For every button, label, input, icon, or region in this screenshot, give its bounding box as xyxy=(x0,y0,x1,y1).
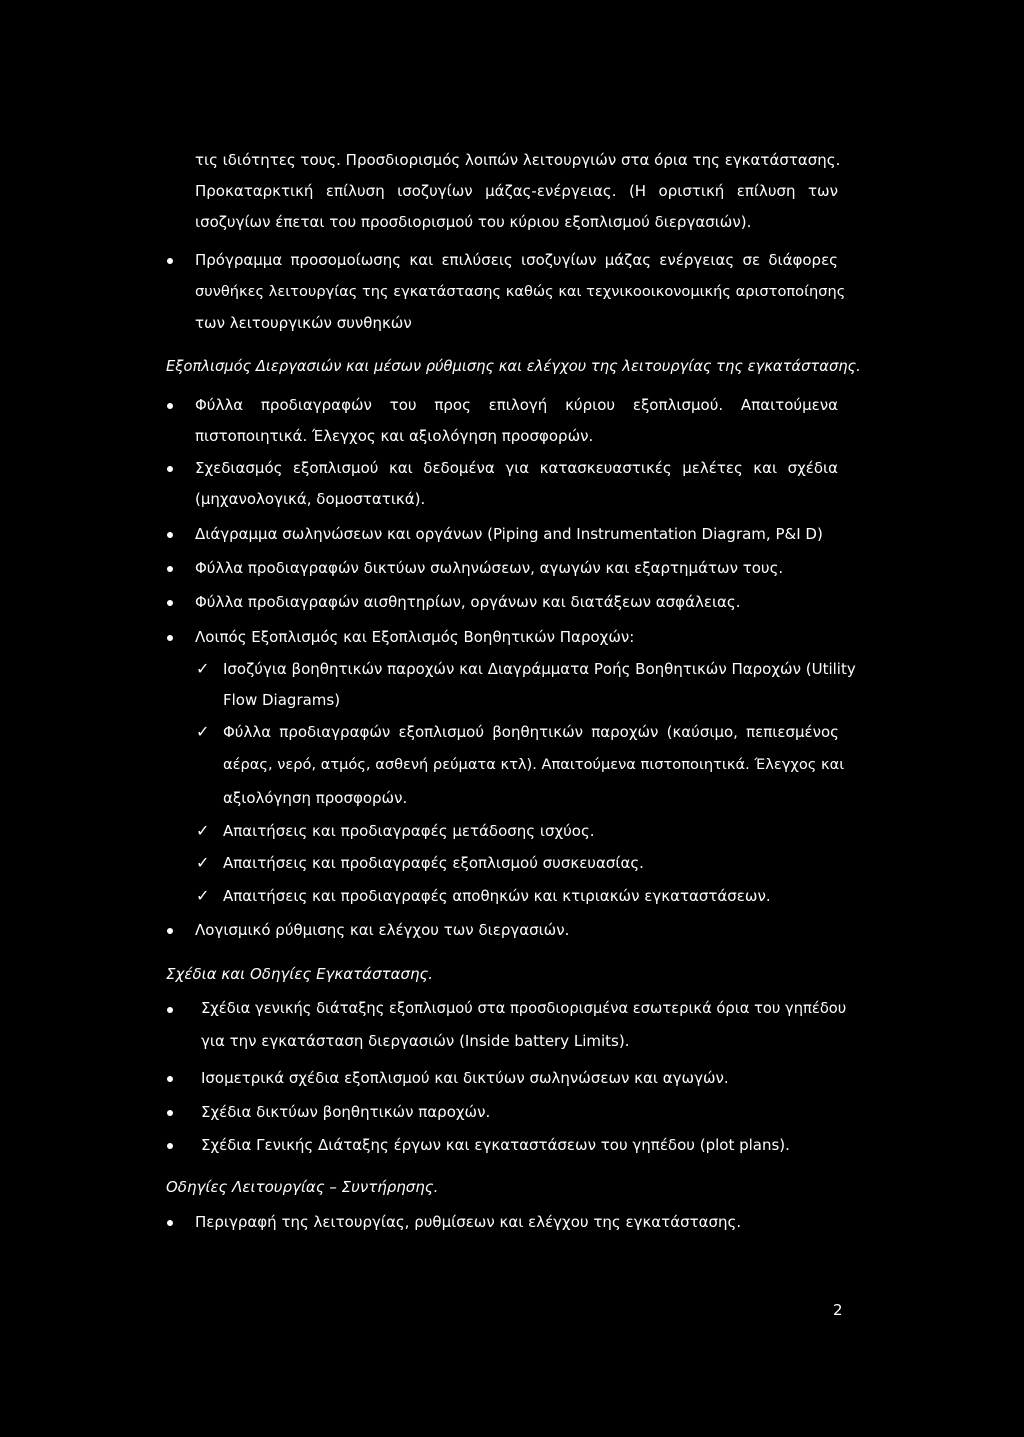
bullet-dot xyxy=(167,635,173,641)
text-line: ισοζυγίων έπεται του προσδιορισμού του κύριου εξοπλισμού διεργασιών). xyxy=(195,213,752,231)
sub-list-item: Απαιτήσεις και προδιαγραφές μετάδοσης ισχύος. xyxy=(223,822,595,840)
check-mark-icon: ✓ xyxy=(196,821,210,840)
bullet-dot xyxy=(167,1007,173,1013)
bullet-dot xyxy=(167,928,173,934)
list-item: Φύλλα προδιαγραφών δικτύων σωληνώσεων, αγωγών και εξαρτημάτων τους. xyxy=(195,559,784,577)
sub-list-item: Φύλλα προδιαγραφών εξοπλισμού βοηθητικών παροχών (καύσιμο, πεπιεσμένος xyxy=(223,723,839,741)
text-line: τις ιδιότητες τους. Προσδιορισμός λοιπών λειτουργιών στα όρια της εγκατάστασης. xyxy=(195,151,841,169)
text-line: των λειτουργικών συνθηκών xyxy=(195,314,412,332)
section-heading: Εξοπλισμός Διεργασιών και μέσων ρύθμισης και ελέγχου της λειτουργίας της εγκατάστασης. xyxy=(166,358,861,375)
bullet-dot xyxy=(167,1143,173,1149)
bullet-dot xyxy=(167,1110,173,1116)
bullet-dot xyxy=(167,1076,173,1082)
text-line: (μηχανολογικά, δομοστατικά). xyxy=(195,490,426,508)
check-mark-icon: ✓ xyxy=(196,722,210,741)
sub-list-item: Ισοζύγια βοηθητικών παροχών και Διαγράμματα Ροής Βοηθητικών Παροχών (Utility xyxy=(223,660,856,678)
text-line: για την εγκατάσταση διεργασιών (Inside battery Limits). xyxy=(201,1032,630,1050)
list-item: Λοιπός Εξοπλισμός και Εξοπλισμός Βοηθητικών Παροχών: xyxy=(195,628,635,646)
list-item: Σχέδια Γενικής Διάταξης έργων και εγκαταστάσεων του γηπέδου (plot plans). xyxy=(201,1136,790,1154)
list-item: Λογισμικό ρύθμισης και ελέγχου των διεργασιών. xyxy=(195,921,570,939)
list-item: Περιγραφή της λειτουργίας, ρυθμίσεων και ελέγχου της εγκατάστασης. xyxy=(195,1213,742,1231)
list-item: Πρόγραμμα προσομοίωσης και επιλύσεις ισοζυγίων μάζας ενέργειας σε διάφορες xyxy=(195,251,838,269)
check-mark-icon: ✓ xyxy=(196,886,210,905)
check-mark-icon: ✓ xyxy=(196,853,210,872)
bullet-dot xyxy=(167,566,173,572)
section-heading: Οδηγίες Λειτουργίας – Συντήρησης. xyxy=(166,1178,439,1196)
page-number: 2 xyxy=(833,1301,843,1319)
bullet-dot xyxy=(167,466,173,472)
section-heading: Σχέδια και Οδηγίες Εγκατάστασης. xyxy=(166,965,434,983)
check-mark-icon: ✓ xyxy=(196,659,210,678)
bullet-dot xyxy=(167,1220,173,1226)
list-item: Διάγραμμα σωληνώσεων και οργάνων (Piping and Instrumentation Diagram, P&I D) xyxy=(195,525,823,543)
bullet-dot xyxy=(167,532,173,538)
sub-list-item: Απαιτήσεις και προδιαγραφές αποθηκών και κτιριακών εγκαταστάσεων. xyxy=(223,887,771,905)
list-item: Φύλλα προδιαγραφών του προς επιλογή κύριου εξοπλισμού. Απαιτούμενα xyxy=(195,396,838,414)
list-item: Ισομετρικά σχέδια εξοπλισμού και δικτύων σωληνώσεων και αγωγών. xyxy=(201,1069,729,1087)
sub-list-item: Απαιτήσεις και προδιαγραφές εξοπλισμού συσκευασίας. xyxy=(223,854,644,872)
bullet-dot xyxy=(167,403,173,409)
list-item: Φύλλα προδιαγραφών αισθητηρίων, οργάνων και διατάξεων ασφάλειας. xyxy=(195,593,741,611)
text-line: αξιολόγηση προσφορών. xyxy=(223,789,408,807)
text-line: συνθήκες λειτουργίας της εγκατάστασης καθώς και τεχνικοοικονομικής αριστοποίησης xyxy=(195,283,846,300)
bullet-dot xyxy=(167,600,173,606)
text-line: Προκαταρκτική επίλυση ισοζυγίων μάζας-ενέργειας. (Η οριστική επίλυση των xyxy=(195,182,838,200)
bullet-dot xyxy=(167,258,173,264)
text-line: Flow Diagrams) xyxy=(223,691,341,709)
text-line: πιστοποιητικά. Έλεγχος και αξιολόγηση προσφορών. xyxy=(195,427,594,445)
list-item: Σχεδιασμός εξοπλισμού και δεδομένα για κατασκευαστικές μελέτες και σχέδια xyxy=(195,459,838,477)
text-line: αέρας, νερό, ατμός, ασθενή ρεύματα κτλ). Απαιτούμενα πιστοποιητικά. Έλεγχος και xyxy=(223,756,845,773)
list-item: Σχέδια δικτύων βοηθητικών παροχών. xyxy=(201,1103,491,1121)
list-item: Σχέδια γενικής διάταξης εξοπλισμού στα προσδιορισμένα εσωτερικά όρια του γηπέδου xyxy=(201,1000,847,1017)
